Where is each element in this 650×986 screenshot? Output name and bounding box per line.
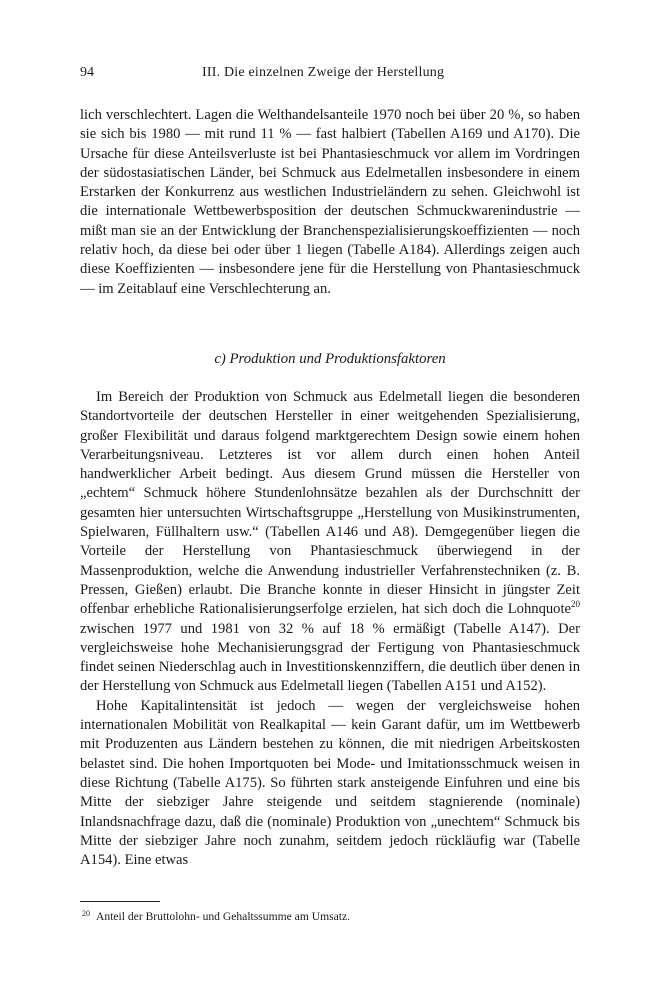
footnote-text: Anteil der Bruttolohn- und Gehaltssumme am Umsatz.	[96, 910, 351, 923]
paragraph-production	[80, 388, 580, 697]
paragraph-capital: Hohe Kapitalintensität ist jedoch — wegen der vergleichsweise hohen internationalen Mobilität von Realkapital — kein Garant dafür, um im Wettbewerb mit Produzenten aus Ländern bestehen zu können, die mit niedrigen Arbeitskosten belastet sind. Die hohen Importquoten bei Mode- und Imitationsschmuck weisen in diese Richtung (Tabelle A175). So führten stark ansteigende Einfuhren und eine bis Mitte der siebziger Jahre steigende und seitdem stagnierende (nominale) Inlandsnachfrage dazu, daß die (nominale) Produktion von „unechtem“ Schmuck bis Mitte der siebziger Jahre noch zunahm, seitdem jedoch rückläufig war (Tabelle A154). Eine etwas	[80, 697, 580, 869]
running-title: III. Die einzelnen Zweige der Herstellung	[202, 65, 445, 80]
footnote-rule	[80, 901, 160, 902]
footnote-mark: 20	[82, 909, 90, 918]
body-text-main	[80, 388, 580, 870]
paragraph-continued: lich verschlechtert. Lagen die Welthandelsanteile 1970 noch bei über 20 %, so haben sie sich bis 1980 — mit rund 11 % — fast halbiert (Tabellen A169 und A170). Die Ursache für diese Anteilsverluste ist bei Phantasieschmuck vor allem im Vordringen der südostasiatischen Länder, bei Schmuck aus Edelmetallen insbesondere in einem Erstarken der Konkurrenz aus westlichen Industrieländern zu sehen. Gleichwohl ist die internationale Wettbewerbsposition der deutschen Schmuckwarenindustrie — mißt man sie an der Entwicklung der Branchenspezialisierungskoeffizienten — noch relativ hoch, da diese bei oder über 1 liegen (Tabelle A184). Allerdings zeigen auch diese Koeffizienten — insbesondere jene für die Herstellung von Phantasieschmuck — im Zeitablauf eine Verschlechterung an.	[80, 107, 580, 297]
section-heading: c) Produktion und Produktionsfaktoren	[214, 351, 446, 367]
page-number: 94	[80, 65, 94, 80]
paragraph-production-part1: Im Bereich der Produktion von Schmuck aus Edelmetall liegen die besonderen Standortvorteile der deutschen Hersteller in einer weitgehenden Spezialisierung, großer Flexibilität und daraus folgend marktgerechtem Design sowie einem hohen Verarbeitungsniveau. Letzteres ist vor allem durch einen hohen Anteil handwerklicher Arbeit bedingt. Aus diesem Grund müssen die Hersteller von „echtem“ Schmuck höhere Stundenlohnsätze bezahlen als der Durchschnitt der gesamten hier untersuchten Wirtschaftsgruppe „Herstellung von Musikinstrumenten, Spielwaren, Füllhaltern usw.“ (Tabellen A146 und A8). Demgegenüber liegen die Vorteile der Herstellung von Phantasieschmuck überwiegend in der Massenproduktion, welche die Anwendung industrieller Verfahrenstechniken (z. B. Pressen, Gießen) erlaubt. Die Branche konnte in dieser Hinsicht in jüngster Zeit offenbar erhebliche Rationalisierungserfolge erzielen, hat sich doch die Lohnquote	[80, 389, 580, 618]
body-text-top	[80, 106, 580, 299]
footnote	[80, 906, 580, 924]
paragraph-production-part2: zwischen 1977 und 1981 von 32 % auf 18 % ermäßigt (Tabelle A147). Der vergleichsweise hohe Mechanisierungsgrad der Fertigung von Phantasieschmuck findet seinen Niederschlag auch in Investitionskennziffern, die deutlich über denen in der Herstellung von Schmuck aus Edelmetall liegen (Tabellen A151 und A152).	[80, 620, 580, 695]
footnote-reference[interactable]: 20	[571, 599, 580, 610]
